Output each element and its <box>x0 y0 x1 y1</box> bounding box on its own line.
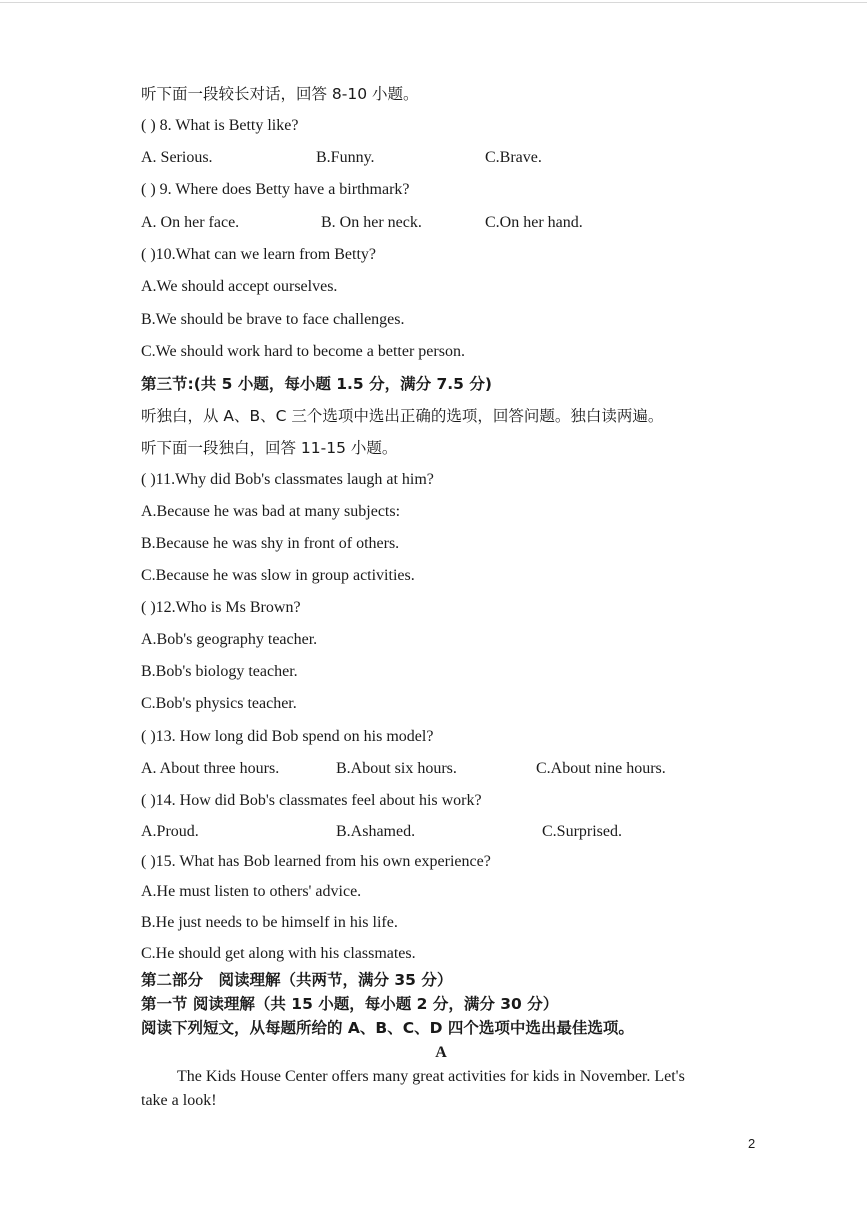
question-12: ( )12.Who is Ms Brown? <box>141 599 301 616</box>
q9-option-b: B. On her neck. <box>321 214 422 231</box>
section3-heading: 第三节:(共 5 小题，每小题 1.5 分，满分 7.5 分) <box>141 375 492 393</box>
question-10: ( )10.What can we learn from Betty? <box>141 246 377 263</box>
question-8: ( ) 8. What is Betty like? <box>141 117 299 134</box>
q14-option-c: C.Surprised. <box>542 823 622 840</box>
q15-option-b: B.He just needs to be himself in his life. <box>141 914 398 931</box>
part2-heading: 第二部分 阅读理解（共两节，满分 35 分） <box>141 971 453 989</box>
q9-option-a: A. On her face. <box>141 214 240 231</box>
passage-line-1: The Kids House Center offers many great activities for kids in November. Let's <box>177 1068 685 1085</box>
q13-option-c: C.About nine hours. <box>536 760 666 777</box>
q15-option-a: A.He must listen to others' advice. <box>141 883 362 900</box>
q14-option-b: B.Ashamed. <box>336 823 416 840</box>
passage-line-2: take a look! <box>141 1092 217 1109</box>
q9-option-c: C.On her hand. <box>485 214 583 231</box>
question-13: ( )13. How long did Bob spend on his model? <box>141 728 434 745</box>
q11-option-b: B.Because he was shy in front of others. <box>141 535 400 552</box>
q8-option-b: B.Funny. <box>316 149 375 166</box>
q10-option-c: C.We should work hard to become a better person. <box>141 343 465 360</box>
q12-option-a: A.Bob's geography teacher. <box>141 631 318 648</box>
passage-label: A <box>435 1044 447 1061</box>
q15-option-c: C.He should get along with his classmates. <box>141 945 416 962</box>
q13-option-a: A. About three hours. <box>141 760 280 777</box>
q11-option-a: A.Because he was bad at many subjects: <box>141 503 401 520</box>
q13-option-b: B.About six hours. <box>336 760 457 777</box>
q10-option-a: A.We should accept ourselves. <box>141 278 338 295</box>
question-14: ( )14. How did Bob's classmates feel about his work? <box>141 792 482 809</box>
question-11: ( )11.Why did Bob's classmates laugh at him? <box>141 471 434 488</box>
part2-instruction: 阅读下列短文，从每题所给的 A、B、C、D 四个选项中选出最佳选项。 <box>141 1019 634 1037</box>
intro-11-15: 听下面一段独白，回答 11-15 小题。 <box>141 439 398 457</box>
q12-option-b: B.Bob's biology teacher. <box>141 663 298 680</box>
q11-option-c: C.Because he was slow in group activities. <box>141 567 415 584</box>
q8-option-c: C.Brave. <box>485 149 542 166</box>
q12-option-c: C.Bob's physics teacher. <box>141 695 297 712</box>
q14-option-a: A.Proud. <box>141 823 199 840</box>
question-15: ( )15. What has Bob learned from his own experience? <box>141 853 491 870</box>
question-9: ( ) 9. Where does Betty have a birthmark? <box>141 181 410 198</box>
part2-section1-heading: 第一节 阅读理解（共 15 小题，每小题 2 分，满分 30 分） <box>141 995 559 1013</box>
page-top-border <box>0 2 867 3</box>
section3-instruction: 听独白，从 A、B、C 三个选项中选出正确的选项，回答问题。独白读两遍。 <box>141 407 664 425</box>
page-number: 2 <box>748 1136 756 1151</box>
q8-option-a: A. Serious. <box>141 149 213 166</box>
q10-option-b: B.We should be brave to face challenges. <box>141 311 405 328</box>
intro-8-10: 听下面一段较长对话，回答 8-10 小题。 <box>141 85 419 103</box>
